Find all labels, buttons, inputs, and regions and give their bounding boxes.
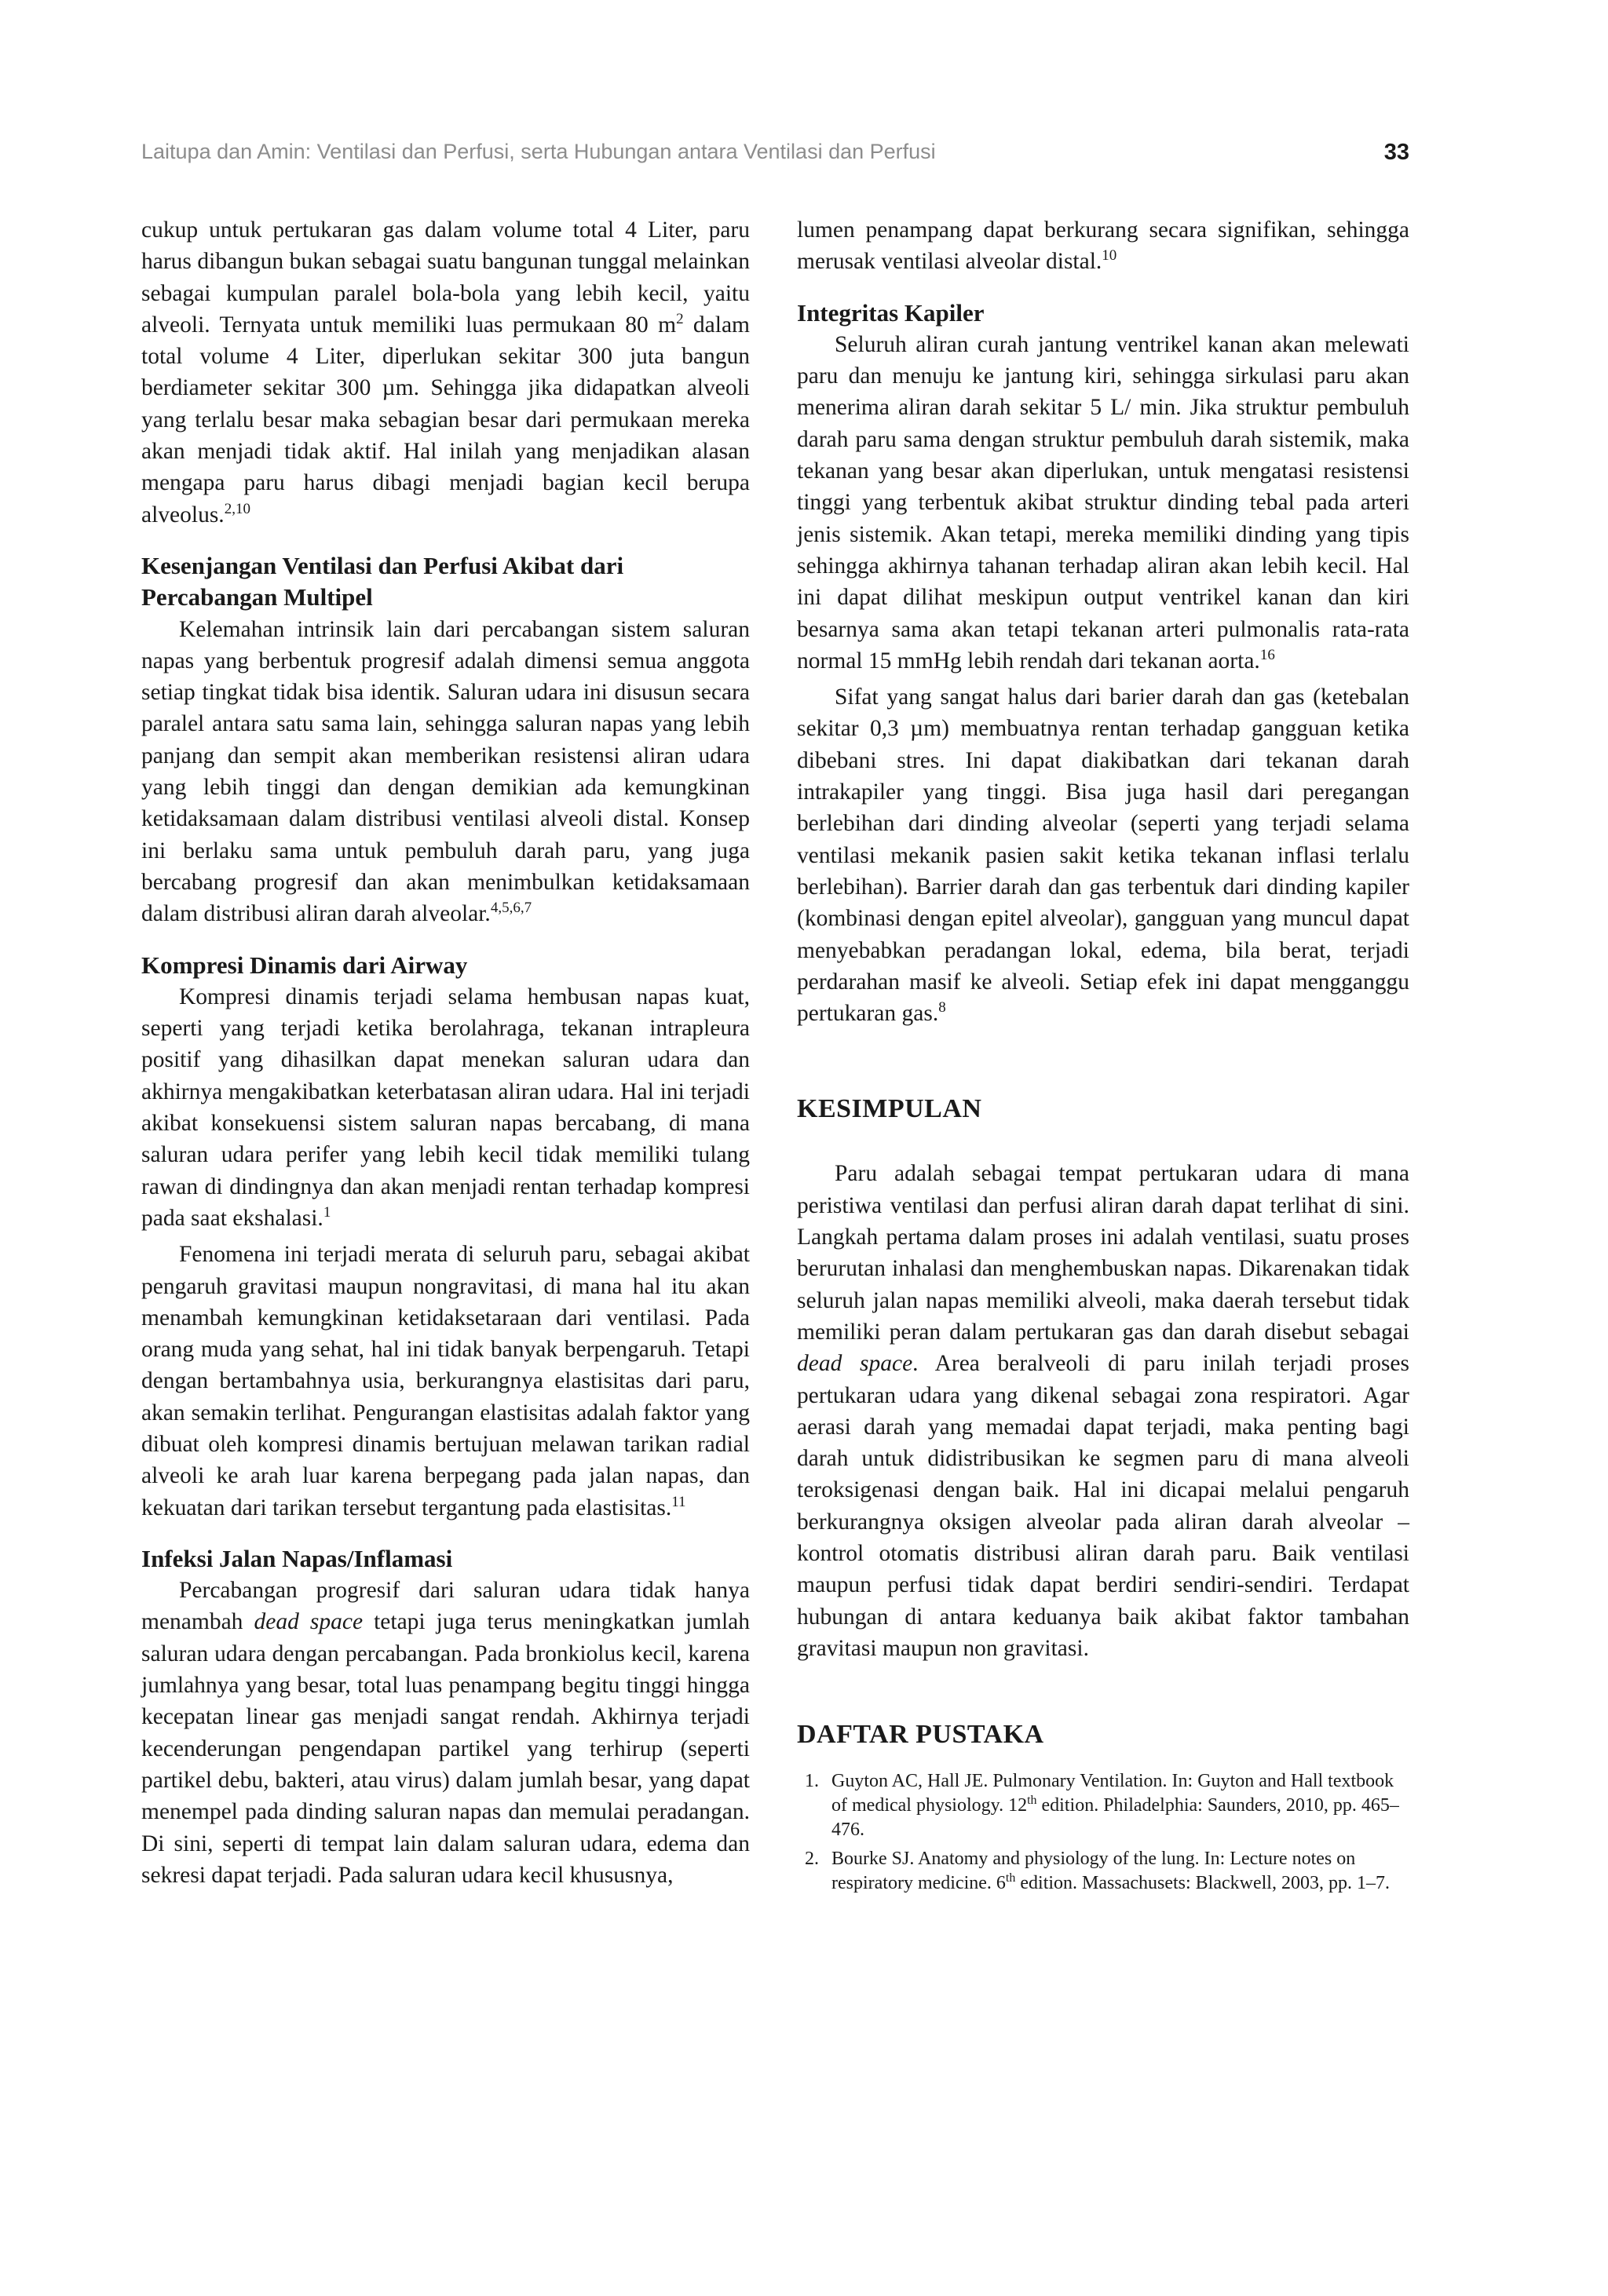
section-heading-kompresi: Kompresi Dinamis dari Airway bbox=[141, 951, 468, 979]
paragraph-integritas-1 bbox=[797, 329, 1409, 677]
paragraph-kompresi-1 bbox=[141, 981, 750, 1234]
citation: 10 bbox=[1102, 247, 1117, 265]
text-run: cukup untuk pertukaran gas dalam volume total 4 Liter, paru harus dibangun bukan sebagai suatu bangunan tunggal melainkan sebagai kumpulan paralel bola-bola yang lebih kecil, yaitu alveoli. Ternyata untuk memiliki luas permukaan 80 m bbox=[141, 217, 750, 338]
running-head bbox=[141, 140, 1409, 179]
left-column bbox=[141, 214, 750, 1891]
text-run: Bourke SJ. Anatomy and physiology of the lung. In: Lecture notes on respiratory medicine. 6 bbox=[831, 1849, 1356, 1894]
right-column bbox=[797, 214, 1409, 1900]
citation: 11 bbox=[671, 1493, 686, 1510]
paragraph-infeksi bbox=[141, 1575, 750, 1891]
text-run: Fenomena ini terjadi merata di seluruh paru, sebagai akibat pengaruh gravitasi maupun nongravitasi, di mana hal itu akan menambah kemungkinan ketidaksetaraan dari ventilasi. Pada orang muda yang sehat, hal ini tidak banyak berpengaruh. Tetapi dengan bertambahnya usia, berkurangnya elastisitas dari paru, akan semakin terlihat. Pengurangan elastisitas adalah faktor yang dibuat oleh kompresi dinamis bertujuan melawan tarikan radial alveoli ke arah luar karena berpegang pada jalan napas, dan kekuatan dari tarikan tersebut tergantung pada elastisitas. bbox=[141, 1242, 750, 1520]
paragraph-integritas-2 bbox=[797, 681, 1409, 1029]
text-run: edition. Philadelphia: Saunders, 2010, pp. 465–476. bbox=[831, 1795, 1399, 1841]
citation: 8 bbox=[938, 999, 946, 1017]
section-heading-integritas: Integritas Kapiler bbox=[797, 298, 985, 327]
emphasis: dead space bbox=[254, 1609, 364, 1635]
reference-list bbox=[797, 1769, 1409, 1896]
text-run: dalam total volume 4 Liter, diperlukan sekitar 300 juta bangun berdiameter sekitar 300 µm. Sehingga jika didapatkan alveoli yang terlalu besar maka sebagian besar dari permukaan mereka akan menjadi tidak aktif. Hal inilah yang menjadikan alasan mengapa paru harus dibagi menjadi bagian kecil berupa alveolus. bbox=[141, 312, 750, 527]
citation: 1 bbox=[323, 1204, 331, 1221]
superscript: th bbox=[1005, 1871, 1016, 1885]
paragraph-kesenjangan bbox=[141, 614, 750, 930]
text-run: Kompresi dinamis terjadi selama hembusan napas kuat, seperti yang terjadi ketika berolahraga, tekanan intrapleura positif yang dihasilkan dapat menekan saluran udara dan akhirnya mengakibatkan keterbatasan aliran udara. Hal ini terjadi akibat konsekuensi sistem saluran napas bercabang, di mana saluran udara perifer yang lebih kecil tidak memiliki tulang rawan di dindingnya dan akan menjadi rentan terhadap kompresi pada saat ekshalasi. bbox=[141, 984, 750, 1231]
text-run: Sifat yang sangat halus dari barier darah dan gas (ketebalan sekitar 0,3 µm) membuatnya rentan terhadap gangguan ketika dibebani stres. Ini dapat diakibatkan dari tekanan darah intrakapiler yang tinggi. Bisa juga hasil dari peregangan berlebihan dari dinding alveolar (seperti yang terjadi selama ventilasi mekanik pasien sakit ketika tekanan inflasi terlalu berlebihan). Barrier darah dan gas terbentuk dari dinding kapiler (kombinasi dengan epitel alveolar), gangguan yang muncul dapat menyebabkan peradangan lokal, edema, bila berat, terjadi perdarahan masif ke alveoli. Setiap efek ini dapat mengganggu pertukaran gas. bbox=[797, 684, 1409, 1027]
text-run: Guyton AC, Hall JE. Pulmonary Ventilation. In: Guyton and Hall textbook of medical physiology. 12 bbox=[831, 1771, 1394, 1816]
text-run: Seluruh aliran curah jantung ventrikel kanan akan melewati paru dan menuju ke jantung kiri, sehingga sirkulasi paru akan menerima aliran darah sekitar 5 L/ min. Jika struktur pembuluh darah paru sama dengan struktur pembuluh darah sistemik, maka tekanan yang besar akan diperlukan, untuk mengatasi resistensi tinggi yang terbentuk akibat struktur dinding tebal pada arteri jenis sistemik. Akan tetapi, mereka memiliki dinding yang tipis sehingga akhirnya tahanan terhadap aliran akan lebih kecil. Hal ini dapat dilihat meskipun output ventrikel kanan dan kiri besarnya sama akan tetapi tekanan arteri pulmonalis rata-rata normal 15 mmHg lebih rendah dari tekanan aorta. bbox=[797, 331, 1409, 673]
citation: 16 bbox=[1259, 647, 1275, 664]
reference-item bbox=[797, 1769, 1409, 1842]
paragraph-kesimpulan bbox=[797, 1158, 1409, 1664]
paragraph-alveoli-intro bbox=[141, 214, 750, 531]
citation: 4,5,6,7 bbox=[490, 900, 532, 917]
reference-item bbox=[797, 1847, 1409, 1896]
section-heading-daftar-pustaka: DAFTAR PUSTAKA bbox=[797, 1720, 1044, 1750]
text-run: Paru adalah sebagai tempat pertukaran udara di mana peristiwa ventilasi dan perfusi aliran darah dapat terlihat di sini. Langkah pertama dalam proses ini adalah ventilasi, suatu proses berurutan inhalasi dan menghembuskan napas. Dikarenakan tidak seluruh jalan napas memiliki alveoli, maka daerah tersebut tidak memiliki peran dalam pertukaran gas dan darah disebut sebagai bbox=[797, 1161, 1409, 1345]
section-heading-kesimpulan: KESIMPULAN bbox=[797, 1094, 982, 1124]
reference-number: 2. bbox=[805, 1849, 819, 1870]
superscript: th bbox=[1027, 1794, 1037, 1808]
citation: 2,10 bbox=[224, 500, 250, 517]
running-head-title: Laitupa dan Amin: Ventilasi dan Perfusi, serta Hubungan antara Ventilasi dan Perfusi bbox=[141, 140, 936, 163]
text-run: tetapi juga terus meningkatkan jumlah saluran udara dengan percabangan. Pada bronkiolus kecil, karena jumlahnya yang besar, total luas penampang begitu tinggi hingga kecepatan linear gas menjadi sangat rendah. Akhirnya terjadi kecenderungan pengendapan partikel yang terhirup (seperti partikel debu, bakteri, atau virus) dalam jumlah besar, yang dapat menempel pada dinding saluran napas dan memulai peradangan. Di sini, seperti di tempat lain dalam saluran udara, edema dan sekresi dapat terjadi. Pada saluran udara kecil khususnya, bbox=[141, 1609, 750, 1888]
text-run: Percabangan progresif dari saluran udara tidak hanya menambah bbox=[141, 1578, 750, 1635]
text-run: . Area beralveoli di paru inilah terjadi proses pertukaran udara yang dikenal sebagai zona respiratori. Agar aerasi darah yang memadai dapat terjadi, maka penting bagi darah untuk didistribusikan ke segmen paru di mana alveoli teroksigenasi dengan baik. Hal ini dicapai melalui pengaruh berkurangnya oksigen alveolar pada aliran darah alveolar – kontrol otomatis distribusi aliran darah paru. Baik ventilasi maupun perfusi tidak dapat berdiri sendiri-sendiri. Terdapat hubungan di antara keduanya baik akibat faktor tambahan gravitasi maupun non gravitasi. bbox=[797, 1351, 1410, 1661]
reference-number: 1. bbox=[805, 1771, 819, 1792]
page-number: 33 bbox=[1383, 140, 1409, 165]
text-run: lumen penampang dapat berkurang secara signifikan, sehingga merusak ventilasi alveolar distal. bbox=[797, 217, 1409, 275]
section-heading-infeksi: Infeksi Jalan Napas/Inflamasi bbox=[141, 1544, 453, 1572]
text-run: Kelemahan intrinsik lain dari percabangan sistem saluran napas yang berbentuk progresif adalah dimensi semua anggota setiap tingkat tidak bisa identik. Saluran udara ini disusun secara paralel antara satu sama lain, sehingga saluran napas yang lebih panjang dan sempit akan memberikan resistensi aliran udara yang lebih tinggi dan dengan demikian ada kemungkinan ketidaksamaan dalam distribusi ventilasi alveoli distal. Konsep ini berlaku sama untuk pembuluh darah paru, yang juga bercabang progresif dan akan menimbulkan ketidaksamaan dalam distribusi aliran darah alveolar. bbox=[141, 616, 750, 927]
paragraph-kompresi-2 bbox=[141, 1239, 750, 1524]
text-run: edition. Massachusets: Blackwell, 2003, pp. 1–7. bbox=[1015, 1873, 1390, 1894]
paragraph-lumen bbox=[797, 214, 1409, 278]
section-heading-kesenjangan: Kesenjangan Ventilasi dan Perfusi Akibat dari Percabangan Multipel bbox=[141, 551, 624, 611]
emphasis: dead space bbox=[797, 1351, 913, 1377]
superscript: 2 bbox=[676, 311, 684, 328]
